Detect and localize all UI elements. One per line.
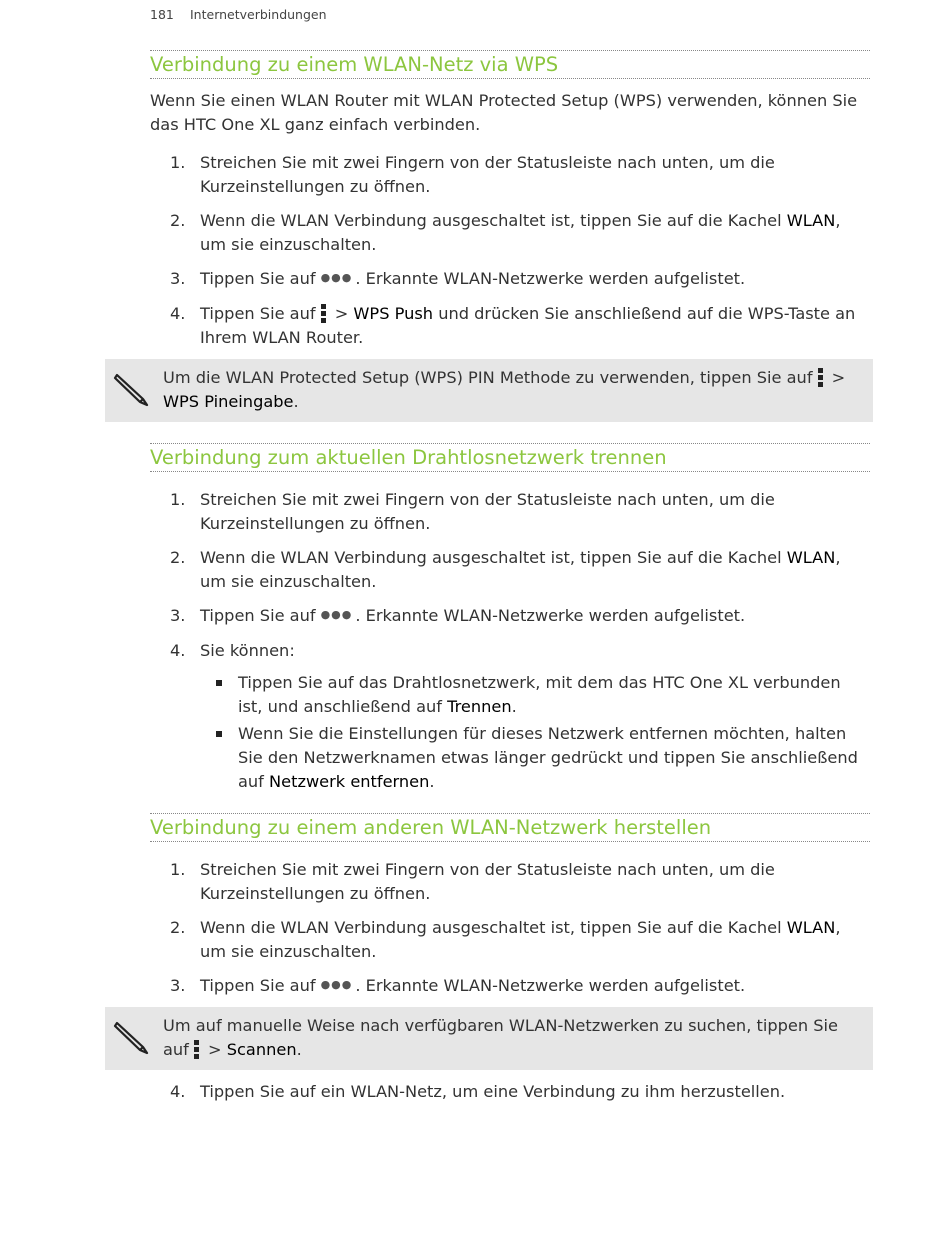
step-1: 1. Streichen Sie mit zwei Fingern von der Statusleiste nach unten, um die Kurzeinstellungen zu öffnen. bbox=[170, 860, 775, 903]
note-box bbox=[105, 1007, 873, 1070]
section-other-network bbox=[150, 813, 870, 1009]
steps-list bbox=[150, 858, 870, 999]
note-box bbox=[105, 359, 873, 422]
ui-term: Netzwerk entfernen bbox=[269, 771, 430, 791]
step-4: 4. Tippen Sie auf > WPS Push und drücken Sie anschließend auf die WPS-Taste an Ihrem WLAN Router. bbox=[170, 303, 856, 347]
section-disconnect bbox=[150, 443, 870, 804]
step-2: 2. Wenn die WLAN Verbindung ausgeschaltet ist, tippen Sie auf die Kachel WLAN, um sie einzuschalten. bbox=[170, 918, 841, 961]
bullet-item: Wenn Sie die Einstellungen für dieses Netzwerk entfernen möchten, halten Sie den Netzwerknamen etwas länger gedrückt und tippen Sie anschließend auf Netzwerk entfernen. bbox=[200, 722, 870, 794]
step-1: 1. Streichen Sie mit zwei Fingern von der Statusleiste nach unten, um die Kurzeinstellungen zu öffnen. bbox=[170, 153, 775, 196]
chapter-title: Internetverbindungen bbox=[190, 7, 327, 22]
bullet-list bbox=[200, 671, 870, 794]
steps-list bbox=[150, 151, 870, 350]
section-title: Verbindung zu einem anderen WLAN-Netzwerk herstellen bbox=[150, 813, 870, 842]
ui-term: Scannen bbox=[226, 1040, 297, 1059]
steps-list bbox=[150, 1080, 870, 1104]
step-4: 4. Tippen Sie auf ein WLAN-Netz, um eine Verbindung zu ihm herzustellen. bbox=[170, 1082, 786, 1101]
more-dots-icon: ●●● bbox=[320, 607, 353, 621]
page-header bbox=[150, 7, 327, 22]
ui-term: WLAN bbox=[786, 548, 836, 567]
ui-term: Trennen bbox=[447, 696, 512, 716]
vertical-menu-icon bbox=[320, 304, 326, 322]
note-text: Um auf manuelle Weise nach verfügbaren WLAN-Netzwerken zu suchen, tippen Sie auf > Scannen. bbox=[163, 1016, 838, 1059]
note-text: Um die WLAN Protected Setup (WPS) PIN Methode zu verwenden, tippen Sie auf > WPS Pineingabe. bbox=[163, 368, 846, 411]
more-dots-icon: ●●● bbox=[320, 270, 353, 284]
step-3: 3. Tippen Sie auf ●●● . Erkannte WLAN-Netzwerke werden aufgelistet. bbox=[150, 974, 870, 999]
section-other-network-cont bbox=[150, 1080, 870, 1114]
step-3: 3. Tippen Sie auf ●●● . Erkannte WLAN-Netzwerke werden aufgelistet. bbox=[150, 267, 870, 292]
section-intro: Wenn Sie einen WLAN Router mit WLAN Protected Setup (WPS) verwenden, können Sie das HTC One XL ganz einfach verbinden. bbox=[150, 91, 858, 134]
step-2: 2. Wenn die WLAN Verbindung ausgeschaltet ist, tippen Sie auf die Kachel WLAN, um sie einzuschalten. bbox=[170, 548, 841, 591]
step-4: 4. Sie können: Tippen Sie auf das Drahtlosnetzwerk, mit dem das HTC One XL verbunden ist, und anschließend auf Trennen. Wenn Sie die Einstellungen für dieses Netzwerk entfernen möchten, halten Sie den Netzwerknamen etwas länger gedrückt und tippen Sie anschließend auf Netzwerk entfernen. bbox=[150, 639, 870, 794]
ui-term: WPS Pineingabe bbox=[163, 392, 294, 411]
bullet-item: Tippen Sie auf das Drahtlosnetzwerk, mit dem das HTC One XL verbunden ist, und anschließend auf Trennen. bbox=[200, 671, 870, 719]
section-title: Verbindung zu einem WLAN-Netz via WPS bbox=[150, 50, 870, 79]
steps-list bbox=[150, 488, 870, 794]
ui-term: WPS Push bbox=[353, 303, 434, 323]
section-title: Verbindung zum aktuellen Drahtlosnetzwerk trennen bbox=[150, 443, 870, 472]
ui-term: WLAN bbox=[786, 211, 836, 230]
vertical-menu-icon bbox=[193, 1040, 199, 1058]
step-3: 3. Tippen Sie auf ●●● . Erkannte WLAN-Netzwerke werden aufgelistet. bbox=[150, 604, 870, 629]
step-1: 1. Streichen Sie mit zwei Fingern von der Statusleiste nach unten, um die Kurzeinstellungen zu öffnen. bbox=[170, 490, 775, 533]
step-2: 2. Wenn die WLAN Verbindung ausgeschaltet ist, tippen Sie auf die Kachel WLAN, um sie einzuschalten. bbox=[170, 211, 841, 254]
page-number: 181 bbox=[150, 7, 174, 22]
section-wps bbox=[150, 50, 870, 360]
vertical-menu-icon bbox=[817, 368, 823, 386]
ui-term: WLAN bbox=[786, 918, 836, 937]
pencil-icon bbox=[113, 1017, 151, 1055]
pencil-icon bbox=[113, 369, 151, 407]
more-dots-icon: ●●● bbox=[320, 977, 353, 991]
